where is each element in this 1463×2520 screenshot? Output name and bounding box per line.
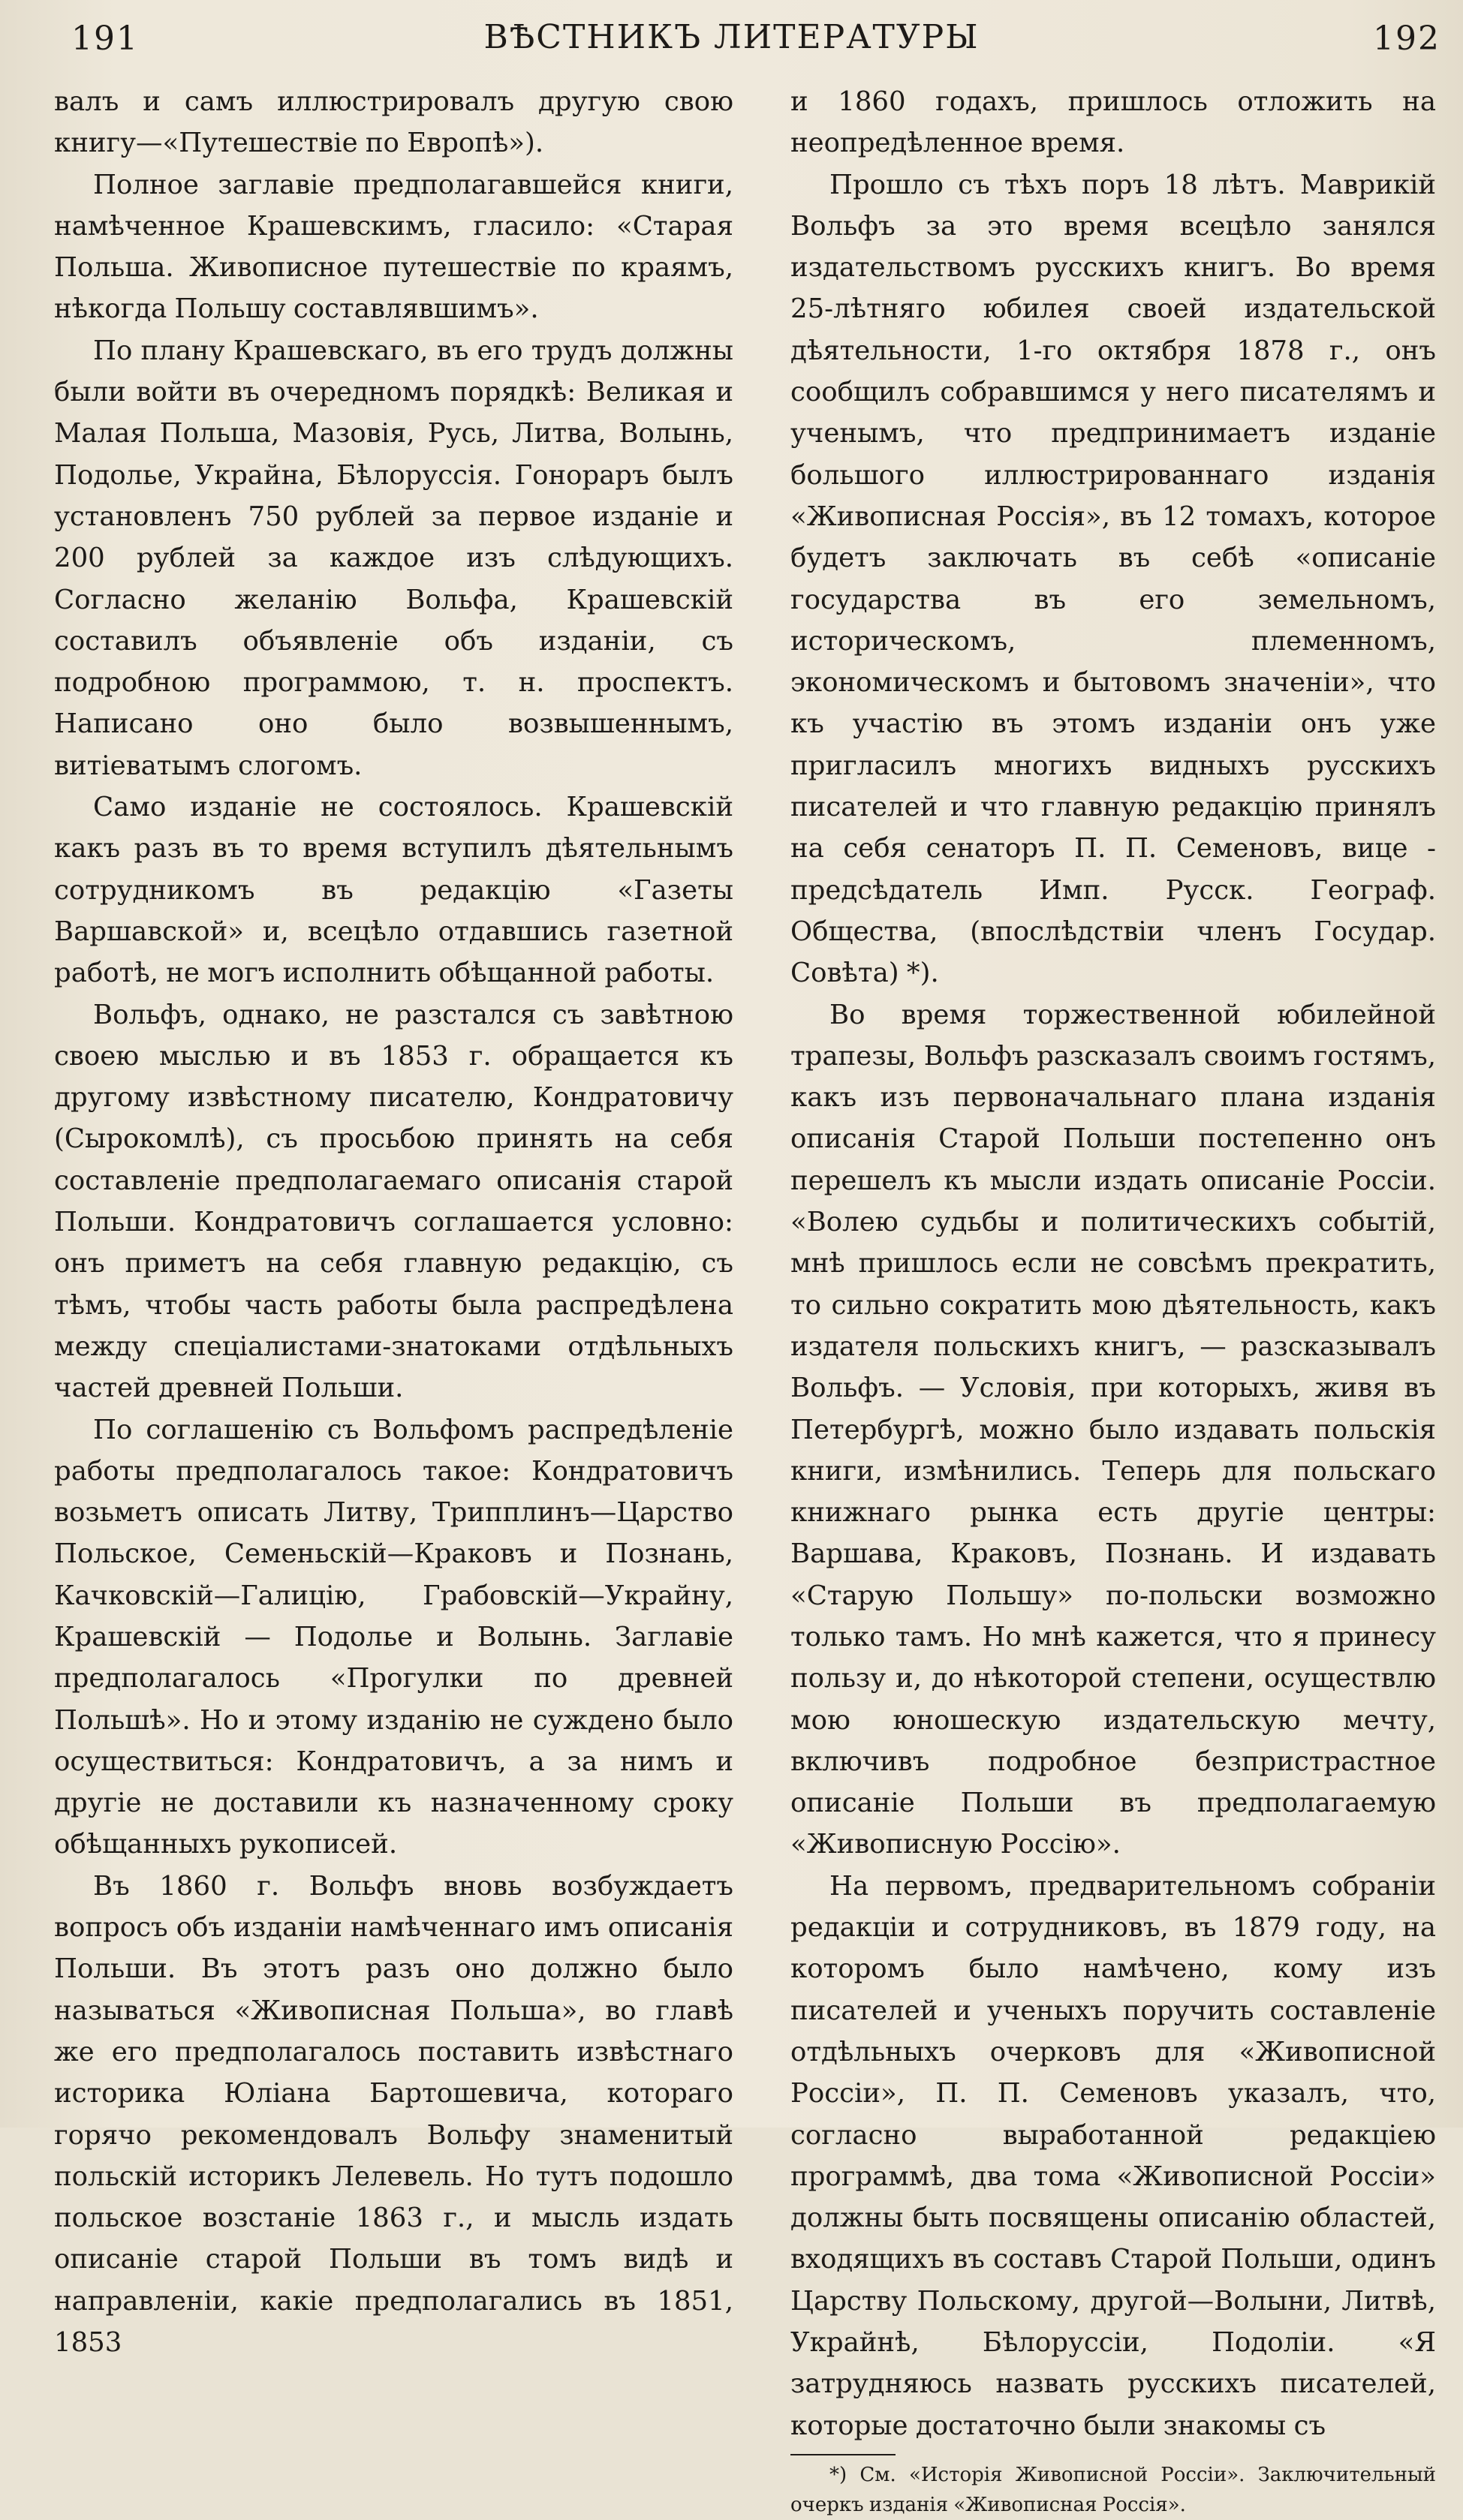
paragraph: Само изданіе не состоялось. Крашевскій какъ разъ въ то время вступилъ дѣятельнымъ сотрудникомъ въ редакцію «Газеты Варшавской» и, всецѣло отдавшись газетной работѣ, не могъ исполнить обѣщанной работы. xyxy=(54,792,733,989)
paragraph: Полное заглавіе предполагавшейся книги, намѣченное Крашевскимъ, гласило: «Старая Польша. Живописное путешествіе по краямъ, нѣкогда Польшу составлявшимъ». xyxy=(54,169,733,325)
page-number-right: 192 xyxy=(1373,20,1440,58)
paragraph: По плану Крашевскаго, въ его трудъ должны были войти въ очередномъ порядкѣ: Великая и Малая Польша, Мазовія, Русь, Литва, Волынь, Подолье, Украйна, Бѣлоруссія. Гонораръ былъ установленъ 750 рублей за первое изданіе и 200 рублей за каждое изъ слѣдующихъ. Согласно желанію Вольфа, Крашевскій составилъ объявленіе объ изданіи, съ подробною программою, т. н. проспектъ. Написано оно было возвышеннымъ, витіеватымъ слогомъ. xyxy=(54,335,733,781)
paragraph: По соглашенію съ Вольфомъ распредѣленіе работы предполагалось такое: Кондратовичъ возьметъ описать Литву, Трипплинъ—Царство Польское, Семеньскій—Краковъ и Познань, Качковскій—Галицію, Грабовскій—Украйну, Крашевскій — Подолье и Волынь. Заглавіе предполагалось «Прогулки по древней Польшѣ». Но и этому изданію не суждено было осуществиться: Кондратовичъ, а за нимъ и другіе не доставили къ назначенному сроку обѣщанныхъ рукописей. xyxy=(54,1414,733,1860)
paragraph: валъ и самъ иллюстрировалъ другую свою книгу—«Путешествіе по Европѣ»). xyxy=(54,86,733,159)
page-header xyxy=(0,0,1463,60)
paragraph: Во время торжественной юбилейной трапезы, Вольфъ разсказалъ своимъ гостямъ, какъ изъ первоначальнаго плана изданія описанія Старой Польши постепенно онъ перешелъ къ мысли издать описаніе Россіи. «Волею судьбы и политическихъ событій, мнѣ пришлось если не совсѣмъ прекратить, то сильно сократить мою дѣятельность, какъ издателя польскихъ книгъ, — разсказывалъ Вольфъ. — Условія, при которыхъ, живя въ Петербургѣ, можно было издавать польскія книги, измѣнились. Теперь для польскаго книжнаго рынка есть другіе центры: Варшава, Краковъ, Познань. И издавать «Старую Польшу» по-польски возможно только тамъ. Но мнѣ кажется, что я принесу пользу и, до нѣкоторой степени, осуществлю мою юношескую издательскую мечту, включивъ подробное безпристрастное описаніе Польши въ предполагаемую «Живописную Россію». xyxy=(790,999,1436,1860)
page-number-left: 191 xyxy=(71,20,139,58)
left-column xyxy=(54,81,733,2363)
footnote: *) См. «Исторія Живописной Россіи». Заключительный очеркъ изданія «Живописная Россія». xyxy=(790,2463,1436,2516)
paragraph: На первомъ, предварительномъ собраніи редакціи и сотрудниковъ, въ 1879 году, на которомъ было намѣчено, кому изъ писателей и ученыхъ поручить составленіе отдѣльныхъ очерковъ для «Живописной Россіи», П. П. Семеновъ указалъ, что, согласно выработанной редакціею программѣ, два тома «Живописной Россіи» должны быть посвящены описанію областей, входящихъ въ составъ Старой Польши, одинъ Царству Польскому, другой—Волыни, Литвѣ, Украйнѣ, Бѣлоруссіи, Подоліи. «Я затрудняюсь назвать русскихъ писателей, которые достаточно были знакомы съ xyxy=(790,1870,1436,2441)
footnote-divider xyxy=(790,2454,896,2455)
paragraph: и 1860 годахъ, пришлось отложить на неопредѣленное время. xyxy=(790,86,1436,159)
paragraph: Въ 1860 г. Вольфъ вновь возбуждаетъ вопросъ объ изданіи намѣченнаго имъ описанія Польши. Въ этотъ разъ оно должно было называться «Живописная Польша», во главѣ же его предполагалось поставить извѣстнаго историка Юліана Бартошевича, котораго горячо рекомендовалъ Вольфу знаменитый польскій историкъ Лелевель. Но тутъ подошло польское возстаніе 1863 г., и мысль издать описаніе старой Польши въ томъ видѣ и направленіи, какіе предполагались въ 1851, 1853 xyxy=(54,1870,733,2359)
running-title: ВѢСТНИКЪ ЛИТЕРАТУРЫ xyxy=(483,18,980,56)
paragraph: Прошло съ тѣхъ поръ 18 лѣтъ. Маврикій Вольфъ за это время всецѣло занялся издательствомъ русскихъ книгъ. Во время 25-лѣтняго юбилея своей издательской дѣятельности, 1-го октября 1878 г., онъ сообщилъ собравшимся у него писателямъ и ученымъ, что предпринимаетъ изданіе большого иллюстрированнаго изданія «Живописная Россія», въ 12 томахъ, которое будетъ заключать въ себѣ «описаніе государства въ его земельномъ, историческомъ, племенномъ, экономическомъ и бытовомъ значеніи», что къ участію въ этомъ изданіи онъ уже пригласилъ многихъ видныхъ русскихъ писателей и что главную редакцію принялъ на себя сенаторъ П. П. Семеновъ, вице - предсѣдатель Имп. Русск. Географ. Общества, (впослѣдствіи членъ Госудаp. Совѣта) *). xyxy=(790,169,1436,989)
right-column xyxy=(790,81,1436,2520)
paragraph: Вольфъ, однако, не разстался съ завѣтною своею мыслью и въ 1853 г. обращается къ другому извѣстному писателю, Кондратовичу (Сырокомлѣ), съ просьбою принять на себя составленіе предполагаемаго описанія старой Польши. Кондратовичъ соглашается условно: онъ приметъ на себя главную редакцію, съ тѣмъ, чтобы часть работы была распредѣлена между спеціалистами-знатоками отдѣльныхъ частей древней Польши. xyxy=(54,999,733,1404)
